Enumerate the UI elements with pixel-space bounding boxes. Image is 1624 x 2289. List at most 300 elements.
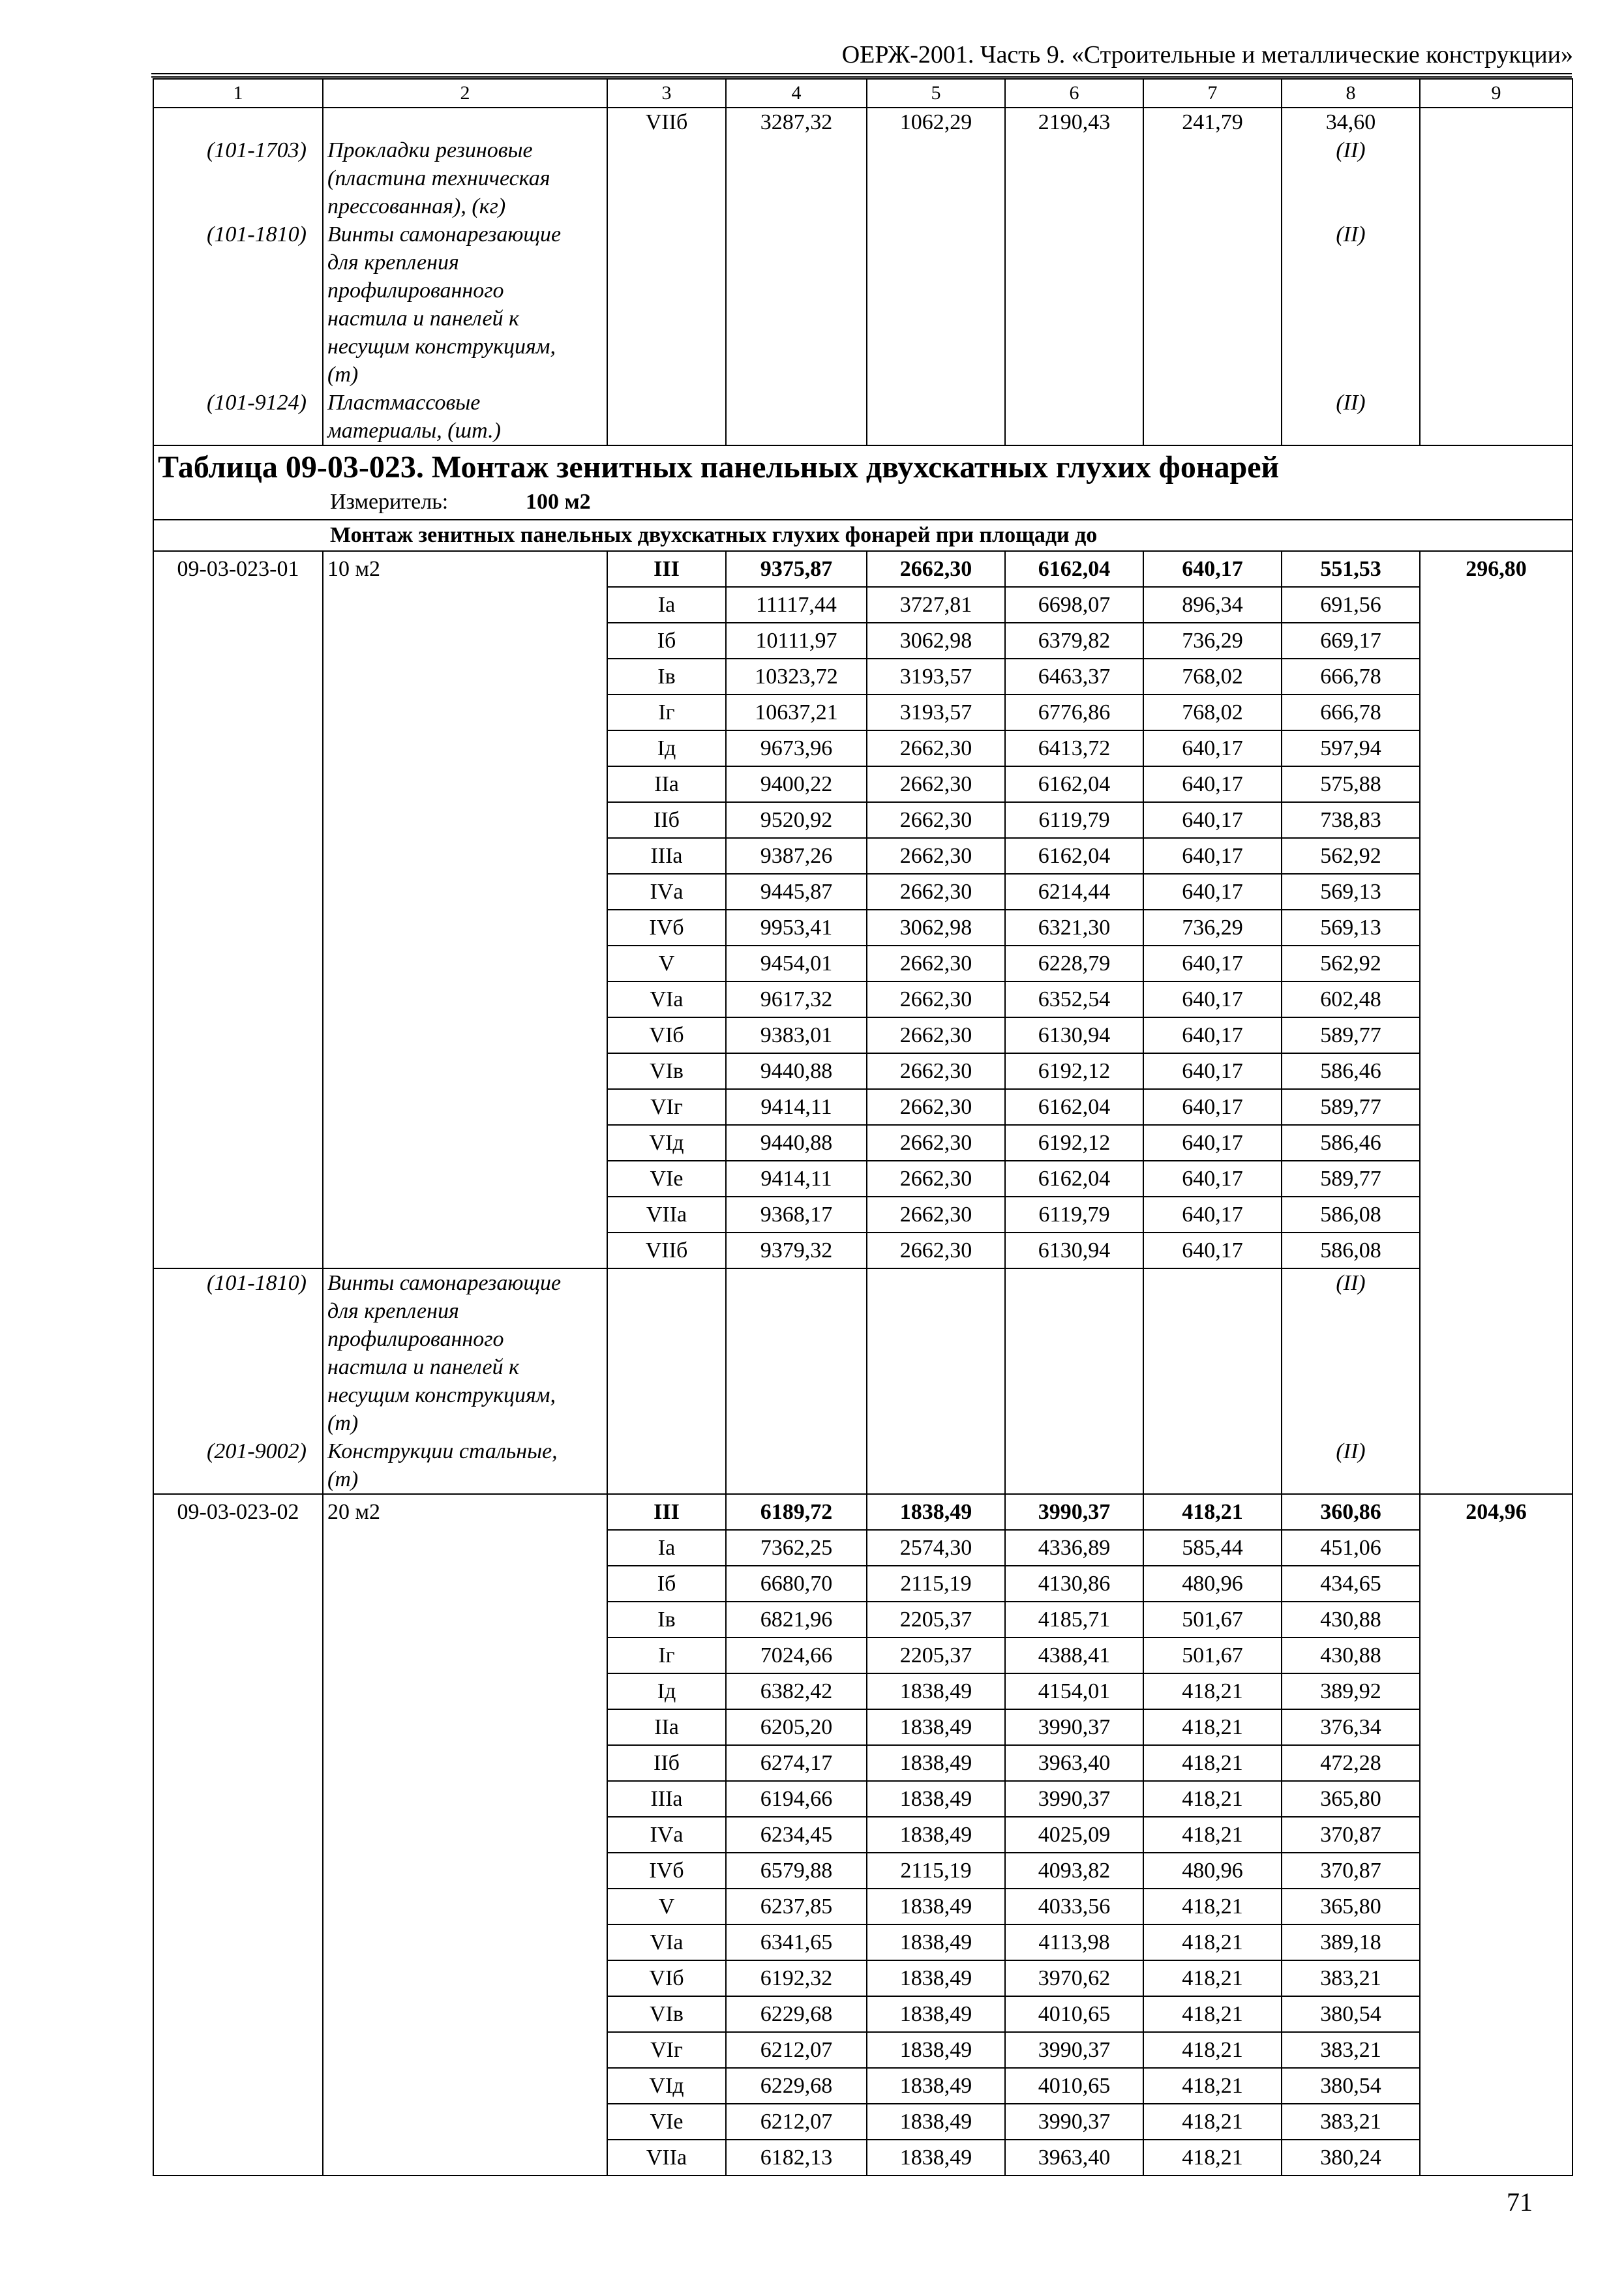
zone-cell: IVб (607, 1853, 726, 1889)
item-name: 20 м2 (323, 1494, 607, 2176)
column-number: 6 (1005, 79, 1143, 108)
value-cell: 1838,49 (867, 1924, 1005, 1960)
subtitle-row (153, 520, 1572, 551)
column-number: 5 (867, 79, 1005, 108)
resource-code: (101-1810) (207, 1271, 307, 1295)
value-cell: 389,92 (1282, 1673, 1420, 1709)
value-cell: 6579,88 (726, 1853, 867, 1889)
value-cell: 669,17 (1282, 623, 1420, 659)
code-cell (153, 108, 323, 445)
numeric-value: 2190,43 (1038, 110, 1111, 134)
value-cell: 6162,04 (1005, 1161, 1143, 1197)
value-cell: 2662,30 (867, 874, 1005, 910)
zone-cell: V (607, 1889, 726, 1924)
value-cell: 3990,37 (1005, 1494, 1143, 1530)
value-cell: 430,88 (1282, 1638, 1420, 1673)
name-cell (323, 108, 607, 445)
zone-cell: III (607, 1494, 726, 1530)
value-cell: 640,17 (1143, 874, 1282, 910)
estimate-table (153, 78, 1573, 2176)
meter-cell (153, 485, 1572, 520)
value-cell: 418,21 (1143, 1960, 1282, 1996)
value-cell: 7024,66 (726, 1638, 867, 1673)
value-cell: 2662,30 (867, 838, 1005, 874)
column-number: 2 (323, 79, 607, 108)
value-cell: 10637,21 (726, 695, 867, 730)
value-cell: 6119,79 (1005, 802, 1143, 838)
zone-cell: III (607, 551, 726, 587)
value-cell: 360,86 (1282, 1494, 1420, 1530)
resource-code: (201-9002) (207, 1439, 307, 1463)
resource-name-line: несущим конструкциям, (327, 335, 556, 359)
value-cell: 6776,86 (1005, 695, 1143, 730)
value-cell (1282, 1268, 1420, 1494)
value-cell: 585,44 (1143, 1530, 1282, 1566)
value-cell: 480,96 (1143, 1566, 1282, 1602)
value-cell: 9414,11 (726, 1089, 867, 1125)
resource-mark: (II) (1336, 391, 1366, 415)
value-cell: 11117,44 (726, 587, 867, 623)
zone-cell: IIб (607, 802, 726, 838)
value-cell: 9440,88 (726, 1053, 867, 1089)
value-cell: 1838,49 (867, 1673, 1005, 1709)
value-cell: 383,21 (1282, 1960, 1420, 1996)
value-cell: 418,21 (1143, 1673, 1282, 1709)
value-cell: 6162,04 (1005, 1089, 1143, 1125)
resource-name-line: Винты самонарезающие (327, 1271, 562, 1295)
value-cell: 10111,97 (726, 623, 867, 659)
resource-name-line: (пластина техническая (327, 166, 550, 190)
value-cell: 6341,65 (726, 1924, 867, 1960)
resource-name-line: (т) (327, 1411, 359, 1435)
zone-cell: VIIа (607, 2140, 726, 2176)
value-cell: 418,21 (1143, 1745, 1282, 1781)
value-cell: 6192,12 (1005, 1053, 1143, 1089)
value-cell: 586,46 (1282, 1053, 1420, 1089)
value-cell: 640,17 (1143, 802, 1282, 838)
resource-code: (101-9124) (207, 391, 307, 415)
value-cell: 640,17 (1143, 730, 1282, 766)
value-cell: 1838,49 (867, 1889, 1005, 1924)
value-cell: 1838,49 (867, 2104, 1005, 2140)
value-cell: 9379,32 (726, 1233, 867, 1268)
resource-name-line: несущим конструкциям, (327, 1383, 556, 1407)
value-cell: 2662,30 (867, 946, 1005, 981)
value-cell: 640,17 (1143, 1017, 1282, 1053)
value-cell: 586,46 (1282, 1125, 1420, 1161)
value-cell: 6162,04 (1005, 838, 1143, 874)
value-cell: 640,17 (1143, 551, 1282, 587)
zone-cell: Iд (607, 1673, 726, 1709)
value-cell: 640,17 (1143, 1125, 1282, 1161)
value-cell: 6274,17 (726, 1745, 867, 1781)
item-code: 09-03-023-01 (153, 551, 323, 1268)
value-cell: 2662,30 (867, 730, 1005, 766)
value-cell: 562,92 (1282, 838, 1420, 874)
value-cell: 4130,86 (1005, 1566, 1143, 1602)
value-cell: 1838,49 (867, 2032, 1005, 2068)
value-cell: 7362,25 (726, 1530, 867, 1566)
col9-value: 204,96 (1420, 1494, 1572, 2176)
zone-cell: VIе (607, 1161, 726, 1197)
numeric-value: 34,60 (1325, 110, 1376, 134)
resource-mark: (II) (1336, 1271, 1366, 1295)
value-cell: 6821,96 (726, 1602, 867, 1638)
zone-value: VIIб (645, 110, 688, 134)
value-cell: 6162,04 (1005, 551, 1143, 587)
value-cell: 1838,49 (867, 1960, 1005, 1996)
numeric-value: 1062,29 (899, 110, 972, 134)
zone-cell: Iг (607, 695, 726, 730)
value-cell: 6214,44 (1005, 874, 1143, 910)
value-cell: 9414,11 (726, 1161, 867, 1197)
value-cell: 6189,72 (726, 1494, 867, 1530)
resource-name-line: настила и панелей к (327, 307, 520, 331)
value-cell: 365,80 (1282, 1781, 1420, 1817)
value-cell: 1838,49 (867, 1709, 1005, 1745)
zone-cell: IIа (607, 766, 726, 802)
value-cell: 6234,45 (726, 1817, 867, 1853)
value-cell: 3062,98 (867, 623, 1005, 659)
value-cell: 569,13 (1282, 910, 1420, 946)
value-cell: 768,02 (1143, 695, 1282, 730)
value-cell: 6182,13 (726, 2140, 867, 2176)
value-cell: 9617,32 (726, 981, 867, 1017)
value-cell (867, 1268, 1005, 1494)
zone-cell: VIIа (607, 1197, 726, 1233)
column-number-row (153, 79, 1572, 108)
value-cell: 418,21 (1143, 1781, 1282, 1817)
value-cell: 6680,70 (726, 1566, 867, 1602)
value-cell: 6463,37 (1005, 659, 1143, 695)
value-cell: 1838,49 (867, 1996, 1005, 2032)
numeric-value: 3287,32 (760, 110, 833, 134)
value-cell: 6237,85 (726, 1889, 867, 1924)
resource-name-line: профилированного (327, 1327, 504, 1351)
value-cell: 6192,12 (1005, 1125, 1143, 1161)
zone-cell: VIв (607, 1996, 726, 2032)
table-row (153, 1494, 1572, 1530)
value-cell: 370,87 (1282, 1853, 1420, 1889)
value-cell: 640,17 (1143, 1089, 1282, 1125)
value-cell: 2662,30 (867, 1017, 1005, 1053)
value-cell: 434,65 (1282, 1566, 1420, 1602)
value-cell: 6212,07 (726, 2032, 867, 2068)
zone-cell: IIа (607, 1709, 726, 1745)
value-cell (1005, 1268, 1143, 1494)
zone-cell: VIIб (607, 1233, 726, 1268)
value-cell: 2115,19 (867, 1566, 1005, 1602)
zone-cell: VIб (607, 1017, 726, 1053)
table-row (153, 551, 1572, 587)
value-cell: 6321,30 (1005, 910, 1143, 946)
value-cell: 9383,01 (726, 1017, 867, 1053)
value-cell: 418,21 (1143, 2104, 1282, 2140)
value-cell: 9520,92 (726, 802, 867, 838)
resource-name-line: Пластмассовые (327, 391, 481, 415)
name-cell (323, 1268, 607, 1494)
column-number: 4 (726, 79, 867, 108)
value-cell: 10323,72 (726, 659, 867, 695)
column-number: 7 (1143, 79, 1282, 108)
value-cell: 4388,41 (1005, 1638, 1143, 1673)
zone-cell: IVа (607, 1817, 726, 1853)
value-cell: 2662,30 (867, 802, 1005, 838)
value-cell: 2662,30 (867, 1053, 1005, 1089)
value-cell: 1838,49 (867, 2068, 1005, 2104)
value-cell: 640,17 (1143, 946, 1282, 981)
zone-cell (607, 108, 726, 445)
value-cell: 2662,30 (867, 1125, 1005, 1161)
value-cell: 418,21 (1143, 2140, 1282, 2176)
value-cell: 3193,57 (867, 659, 1005, 695)
code-cell (153, 1268, 323, 1494)
value-cell: 640,17 (1143, 766, 1282, 802)
value-cell: 738,83 (1282, 802, 1420, 838)
resource-name-line: профилированного (327, 278, 504, 303)
value-cell: 1838,49 (867, 2140, 1005, 2176)
value-cell: 6130,94 (1005, 1233, 1143, 1268)
value-cell: 589,77 (1282, 1017, 1420, 1053)
value-cell: 9673,96 (726, 730, 867, 766)
zone-cell (607, 1268, 726, 1494)
value-cell: 9400,22 (726, 766, 867, 802)
value-cell: 6119,79 (1005, 1197, 1143, 1233)
value-cell: 640,17 (1143, 1161, 1282, 1197)
zone-cell: IIб (607, 1745, 726, 1781)
table-title-row (153, 445, 1572, 485)
value-cell: 376,34 (1282, 1709, 1420, 1745)
value-cell: 6382,42 (726, 1673, 867, 1709)
value-cell: 418,21 (1143, 1494, 1282, 1530)
value-cell: 2662,30 (867, 981, 1005, 1017)
value-cell (1143, 108, 1282, 445)
value-cell: 3727,81 (867, 587, 1005, 623)
value-cell: 589,77 (1282, 1089, 1420, 1125)
item-name: 10 м2 (323, 551, 607, 1268)
value-cell: 380,54 (1282, 2068, 1420, 2104)
value-cell: 666,78 (1282, 659, 1420, 695)
value-cell: 501,67 (1143, 1602, 1282, 1638)
value-cell: 6205,20 (726, 1709, 867, 1745)
value-cell: 4093,82 (1005, 1853, 1143, 1889)
value-cell: 418,21 (1143, 2032, 1282, 2068)
value-cell: 6352,54 (1005, 981, 1143, 1017)
value-cell: 9375,87 (726, 551, 867, 587)
value-cell: 430,88 (1282, 1602, 1420, 1638)
value-cell: 640,17 (1143, 1233, 1282, 1268)
resource-name-line: Винты самонарезающие (327, 222, 562, 247)
value-cell: 480,96 (1143, 1853, 1282, 1889)
resource-name-line: для крепления (327, 1299, 459, 1323)
meter-value: 100 м2 (526, 490, 591, 514)
zone-cell: VIв (607, 1053, 726, 1089)
zone-cell: Iв (607, 1602, 726, 1638)
resource-name-line: материалы, (шт.) (327, 419, 501, 443)
value-cell: 6413,72 (1005, 730, 1143, 766)
value-cell: 666,78 (1282, 695, 1420, 730)
numeric-value: 241,79 (1182, 110, 1243, 134)
value-cell: 9454,01 (726, 946, 867, 981)
resource-code: (101-1703) (207, 138, 307, 162)
zone-cell: IVа (607, 874, 726, 910)
value-cell: 640,17 (1143, 981, 1282, 1017)
value-cell: 418,21 (1143, 1889, 1282, 1924)
value-cell: 9440,88 (726, 1125, 867, 1161)
value-cell: 3990,37 (1005, 2032, 1143, 2068)
zone-cell: VIг (607, 2032, 726, 2068)
value-cell: 6212,07 (726, 2104, 867, 2140)
value-cell: 380,54 (1282, 1996, 1420, 2032)
value-cell: 3990,37 (1005, 1709, 1143, 1745)
resource-code: (101-1810) (207, 222, 307, 247)
value-cell: 3963,40 (1005, 1745, 1143, 1781)
table-title: Таблица 09-03-023. Монтаж зенитных панельных двухскатных глухих фонарей (153, 445, 1572, 485)
zone-cell: IIIа (607, 838, 726, 874)
column-number: 3 (607, 79, 726, 108)
zone-cell: VIб (607, 1960, 726, 1996)
header-rule-double (151, 76, 1572, 78)
resource-name-line: (т) (327, 363, 359, 387)
value-cell: 2662,30 (867, 1197, 1005, 1233)
value-cell: 3062,98 (867, 910, 1005, 946)
value-cell: 4025,09 (1005, 1817, 1143, 1853)
zone-cell: VIд (607, 2068, 726, 2104)
value-cell: 418,21 (1143, 1924, 1282, 1960)
value-cell (726, 1268, 867, 1494)
value-cell: 2662,30 (867, 1161, 1005, 1197)
col9-value: 296,80 (1420, 551, 1572, 1494)
zone-cell: Iб (607, 1566, 726, 1602)
value-cell: 602,48 (1282, 981, 1420, 1017)
resource-row (153, 1268, 1572, 1494)
value-cell: 6130,94 (1005, 1017, 1143, 1053)
resource-mark: (II) (1336, 138, 1366, 162)
value-cell: 6229,68 (726, 1996, 867, 2032)
value-cell: 501,67 (1143, 1638, 1282, 1673)
value-cell: 383,21 (1282, 2032, 1420, 2068)
zone-cell: V (607, 946, 726, 981)
value-cell (867, 108, 1005, 445)
value-cell: 896,34 (1143, 587, 1282, 623)
value-cell: 2662,30 (867, 766, 1005, 802)
zone-cell: VIа (607, 1924, 726, 1960)
resource-mark: (II) (1336, 222, 1366, 247)
table-subtitle: Монтаж зенитных панельных двухскатных глухих фонарей при площади до (153, 520, 1572, 551)
value-cell: 691,56 (1282, 587, 1420, 623)
value-cell: 640,17 (1143, 1053, 1282, 1089)
resource-name-line: настила и панелей к (327, 1355, 520, 1379)
value-cell: 2115,19 (867, 1853, 1005, 1889)
value-cell: 4336,89 (1005, 1530, 1143, 1566)
zone-cell: Iв (607, 659, 726, 695)
column-number: 9 (1420, 79, 1572, 108)
value-cell: 640,17 (1143, 1197, 1282, 1233)
resource-name-line: прессованная), (кг) (327, 194, 506, 218)
value-cell: 589,77 (1282, 1161, 1420, 1197)
zone-cell: Iа (607, 587, 726, 623)
value-cell: 418,21 (1143, 1817, 1282, 1853)
item-code: 09-03-023-02 (153, 1494, 323, 2176)
value-cell: 597,94 (1282, 730, 1420, 766)
value-cell: 1838,49 (867, 1817, 1005, 1853)
resource-name-line: (т) (327, 1467, 359, 1491)
value-cell: 3970,62 (1005, 1960, 1143, 1996)
value-cell: 3990,37 (1005, 1781, 1143, 1817)
column-number: 1 (153, 79, 323, 108)
value-cell (726, 108, 867, 445)
value-cell: 2662,30 (867, 1089, 1005, 1125)
zone-cell: Iд (607, 730, 726, 766)
value-cell: 418,21 (1143, 1709, 1282, 1745)
value-cell: 370,87 (1282, 1817, 1420, 1853)
value-cell: 2662,30 (867, 1233, 1005, 1268)
zone-cell: Iг (607, 1638, 726, 1673)
value-cell: 9387,26 (726, 838, 867, 874)
value-cell: 6194,66 (726, 1781, 867, 1817)
value-cell: 551,53 (1282, 551, 1420, 587)
value-cell: 4010,65 (1005, 1996, 1143, 2032)
value-cell: 3990,37 (1005, 2104, 1143, 2140)
value-cell: 586,08 (1282, 1233, 1420, 1268)
value-cell: 2205,37 (867, 1638, 1005, 1673)
value-cell: 640,17 (1143, 838, 1282, 874)
value-cell: 3963,40 (1005, 2140, 1143, 2176)
value-cell: 6162,04 (1005, 766, 1143, 802)
page-number: 71 (1507, 2187, 1533, 2217)
value-cell: 2662,30 (867, 551, 1005, 587)
value-cell: 6192,32 (726, 1960, 867, 1996)
header-rule (151, 73, 1572, 74)
value-cell: 383,21 (1282, 2104, 1420, 2140)
value-cell: 4185,71 (1005, 1602, 1143, 1638)
zone-cell: VIа (607, 981, 726, 1017)
value-cell: 6229,68 (726, 2068, 867, 2104)
value-cell: 4033,56 (1005, 1889, 1143, 1924)
value-cell: 569,13 (1282, 874, 1420, 910)
zone-cell: Iб (607, 623, 726, 659)
value-cell: 4154,01 (1005, 1673, 1143, 1709)
zone-cell: VIд (607, 1125, 726, 1161)
value-cell: 562,92 (1282, 946, 1420, 981)
value-cell: 736,29 (1143, 623, 1282, 659)
value-cell: 6379,82 (1005, 623, 1143, 659)
value-cell: 6698,07 (1005, 587, 1143, 623)
value-cell: 6228,79 (1005, 946, 1143, 981)
value-cell (1282, 108, 1420, 445)
value-cell: 736,29 (1143, 910, 1282, 946)
meter-label: Измеритель: (330, 490, 449, 514)
value-cell: 9368,17 (726, 1197, 867, 1233)
value-cell: 4113,98 (1005, 1924, 1143, 1960)
value-cell: 9445,87 (726, 874, 867, 910)
value-cell: 768,02 (1143, 659, 1282, 695)
resource-name-line: Конструкции стальные, (327, 1439, 558, 1463)
value-cell: 586,08 (1282, 1197, 1420, 1233)
value-cell: 365,80 (1282, 1889, 1420, 1924)
value-cell: 2574,30 (867, 1530, 1005, 1566)
value-cell: 472,28 (1282, 1745, 1420, 1781)
page-header-title: ОЕРЖ-2001. Часть 9. «Строительные и металлические конструкции» (841, 41, 1573, 68)
value-cell: 3193,57 (867, 695, 1005, 730)
value-cell: 418,21 (1143, 2068, 1282, 2104)
column-number: 8 (1282, 79, 1420, 108)
resource-name-line: для крепления (327, 250, 459, 275)
value-cell: 1838,49 (867, 1745, 1005, 1781)
meter-row (153, 485, 1572, 520)
value-cell: 4010,65 (1005, 2068, 1143, 2104)
value-cell: 9953,41 (726, 910, 867, 946)
